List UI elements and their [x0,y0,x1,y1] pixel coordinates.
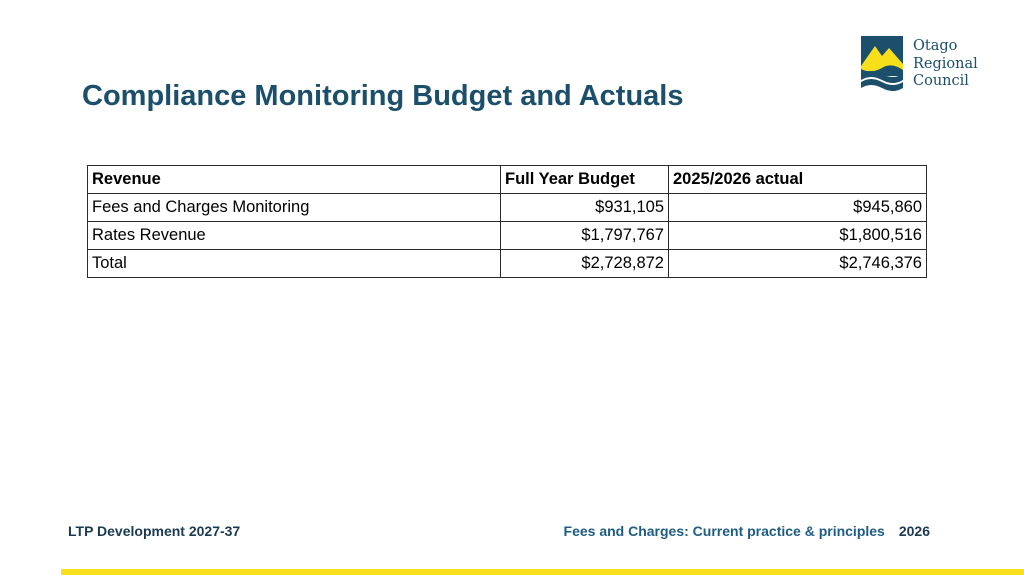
budget-value: $2,728,872 [501,250,669,278]
footer-ltp-label: LTP Development 2027-37 [68,523,241,539]
header-full-year-budget: Full Year Budget [501,166,669,194]
header-actual: 2025/2026 actual [669,166,927,194]
logo-line-1: Otago [913,38,958,54]
budget-table [87,165,927,278]
actual-value: $1,800,516 [669,222,927,250]
logo-wordmark [913,38,978,91]
header-revenue: Revenue [88,166,501,194]
logo-line-2: Regional [913,55,978,72]
row-label: Fees and Charges Monitoring [88,194,501,222]
footer-right [564,523,930,539]
table-row [88,250,927,278]
table-header-row [88,166,927,194]
row-label: Total [88,250,501,278]
budget-value: $1,797,767 [501,222,669,250]
budget-table-container [87,165,926,278]
otago-mountain-river-icon [861,36,903,92]
footer-year: 2026 [898,523,930,539]
row-label: Rates Revenue [88,222,501,250]
table-row [88,222,927,250]
footer-section-title: Fees and Charges: Current practice & principles [563,523,885,539]
logo-line-3: Council [913,73,969,89]
budget-value: $931,105 [501,194,669,222]
slide-title: Compliance Monitoring Budget and Actuals [82,80,684,112]
otago-regional-council-logo [861,36,1001,96]
actual-value: $2,746,376 [669,250,927,278]
accent-bar [61,569,1024,575]
actual-value: $945,860 [669,194,927,222]
table-row [88,194,927,222]
